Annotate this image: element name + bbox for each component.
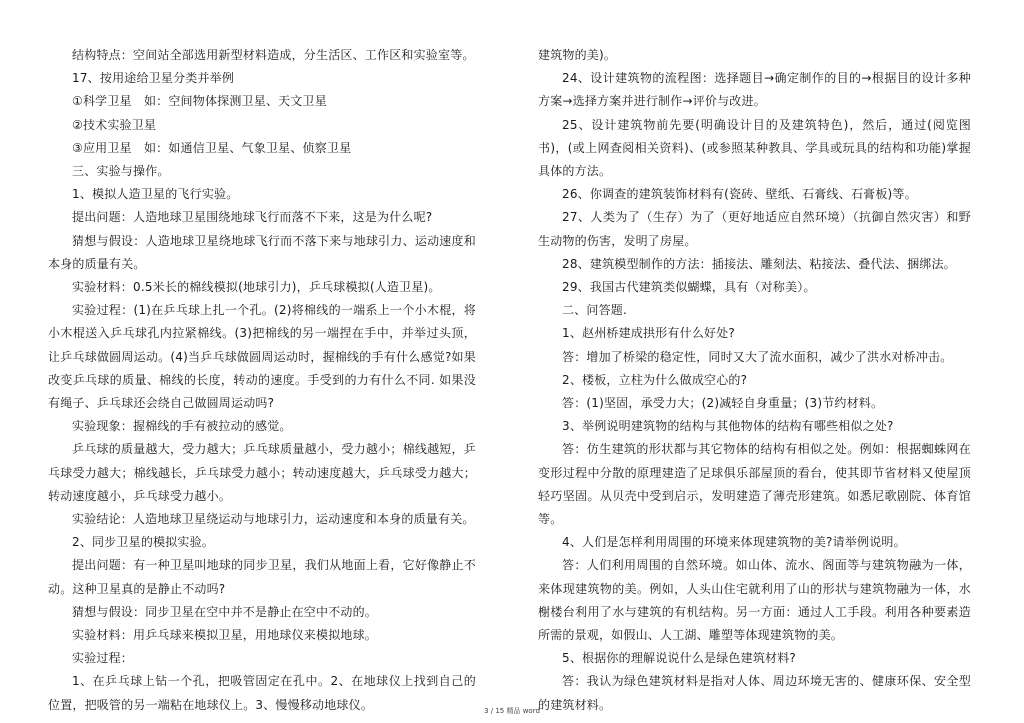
paragraph: 实验材料：用乒乓球来模拟卫星，用地球仪来模拟地球。 bbox=[72, 628, 378, 643]
paragraph: 答：增加了桥梁的稳定性，同时又大了流水面积，减少了洪水对桥冲击。 bbox=[562, 349, 953, 364]
paragraph: 2、同步卫星的模拟实验。 bbox=[72, 535, 215, 550]
paragraph: 提出问题：有一种卫星叫地球的同步卫星，我们从地面上看，它好像静止不动。这种卫星真的是静止不动吗? bbox=[48, 558, 476, 596]
paragraph: 二、问答题. bbox=[562, 303, 628, 318]
paragraph: 25、设计建筑物前先要(明确设计目的及建筑特色)，然后，通过(阅览图书)，(或上网查阅相关资料)、(或参照某种教具、学具或玩具的结构和功能)掌握具体的方法。 bbox=[538, 117, 971, 179]
paragraph: 17、按用途给卫星分类并举例 bbox=[72, 71, 235, 86]
paragraph: ①科学卫星 如：空间物体探测卫星、天文卫星 bbox=[72, 94, 327, 109]
paragraph: 建筑物的美)。 bbox=[538, 48, 617, 62]
paragraph: 答：我认为绿色建筑材料是指对人体、周边环境无害的、健康环保、安全型的建筑材料。 bbox=[538, 674, 971, 712]
paragraph: 提出问题：人造地球卫星围绕地球飞行而落不下来，这是为什么呢? bbox=[72, 210, 433, 225]
paragraph: 26、你调查的建筑装饰材料有(瓷砖、壁纸、石膏线、石膏板)等。 bbox=[562, 187, 917, 202]
paragraph: 猜想与假设：人造地球卫星绕地球飞行而不落下来与地球引力、运动速度和本身的质量有关。 bbox=[48, 233, 476, 271]
paragraph: 24、设计建筑物的流程图：选择题目→确定制作的目的→根据目的设计多种方案→选择方案并进行制作→评价与改进。 bbox=[538, 71, 971, 109]
paragraph: 29、我国古代建筑类似蝴蝶，具有（对称美）。 bbox=[562, 280, 816, 295]
paragraph: 结构特点：空间站全部选用新型材料造成，分生活区、工作区和实验室等。 bbox=[72, 48, 475, 62]
paragraph: 猜想与假设：同步卫星在空中并不是静止在空中不动的。 bbox=[72, 604, 378, 619]
paragraph: ②技术实验卫星 bbox=[72, 117, 157, 132]
paragraph: 1、模拟人造卫星的飞行实验。 bbox=[72, 187, 239, 202]
paragraph: 实验过程：(1)在乒乓球上扎一个孔。(2)将棉线的一端系上一个小木棍，将小木棍送入乒乓球孔内拉紧棉线。(3)把棉线的另一端捏在手中，并举过头顶，让乒乓球做圆周运动。(4)当乒乓球做圆周运动时，握棉线的手有什么感觉?如果改变乒乓球的质量、棉线的长度，转动的速度。手受到的力有什么不同. 如果没有绳子、乒乓球还会绕自己做圆周运动吗? bbox=[48, 303, 476, 411]
paragraph: 2、楼板，立柱为什么做成空心的? bbox=[562, 372, 748, 387]
paragraph: 5、根据你的理解说说什么是绿色建筑材料? bbox=[562, 651, 797, 666]
left-column bbox=[48, 44, 476, 717]
paragraph: 实验材料：0.5米长的棉线模拟(地球引力)，乒乓球模拟(人造卫星)。 bbox=[72, 280, 441, 295]
paragraph: 乒乓球的质量越大，受力越大；乒乓球质量越小，受力越小；棉线越短，乒乓球受力越大；棉线越长，乒乓球受力越小；转动速度越大，乒乓球受力越大；转动速度越小，乒乓球受力越小。 bbox=[48, 442, 476, 503]
paragraph: 实验现象：握棉线的手有被拉动的感觉。 bbox=[72, 419, 292, 434]
paragraph: 实验结论：人造地球卫星绕运动与地球引力，运动速度和本身的质量有关。 bbox=[72, 512, 475, 527]
paragraph: 答：人们利用周围的自然环境。如山体、流水、阁面等与建筑物融为一体，来体现建筑物的美。例如，人头山住宅就利用了山的形状与建筑物融为一体，水榭楼台利用了水与建筑的有机结构。另一方面：通过人工手段。利用各种要素造所需的景观，如假山、人工湖、雕塑等体现建筑物的美。 bbox=[538, 558, 971, 643]
paragraph: 实验过程： bbox=[72, 651, 134, 666]
paragraph: 3、举例说明建筑物的结构与其他物体的结构有哪些相似之处? bbox=[562, 419, 894, 434]
paragraph: 答：(1)坚固，承受力大；(2)减轻自身重量；(3)节约材料。 bbox=[562, 396, 884, 411]
page-number: 3 / 15 精品 word bbox=[484, 707, 540, 715]
paragraph: 三、实验与操作。 bbox=[72, 164, 170, 179]
paragraph: 答：仿生建筑的形状都与其它物体的结构有相似之处。例如：根据蜘蛛网在变形过程中分散的原理建造了足球俱乐部屋顶的看台，使其即节省材料又使屋顶轻巧坚固。从贝壳中受到启示，发明建造了薄壳形建筑。如悉尼歌剧院、体育馆等。 bbox=[538, 442, 971, 527]
right-column bbox=[538, 44, 971, 717]
paragraph: 1、赵州桥建成拱形有什么好处? bbox=[562, 326, 736, 341]
paragraph: 1、在乒乓球上钻一个孔，把吸管固定在孔中。2、在地球仪上找到自己的位置，把吸管的另一端粘在地球仪上。3、慢慢移动地球仪。 bbox=[48, 674, 476, 712]
paragraph: 28、建筑模型制作的方法：插接法、雕刻法、粘接法、叠代法、捆绑法。 bbox=[562, 256, 956, 271]
paragraph: ③应用卫星 如：如通信卫星、气象卫星、侦察卫星 bbox=[72, 140, 352, 155]
paragraph: 27、人类为了（生存）为了（更好地适应自然环境）（抗御自然灾害）和野生动物的伤害，发明了房屋。 bbox=[538, 210, 971, 248]
paragraph: 4、人们是怎样利用周围的环境来体现建筑物的美?请举例说明。 bbox=[562, 535, 906, 550]
